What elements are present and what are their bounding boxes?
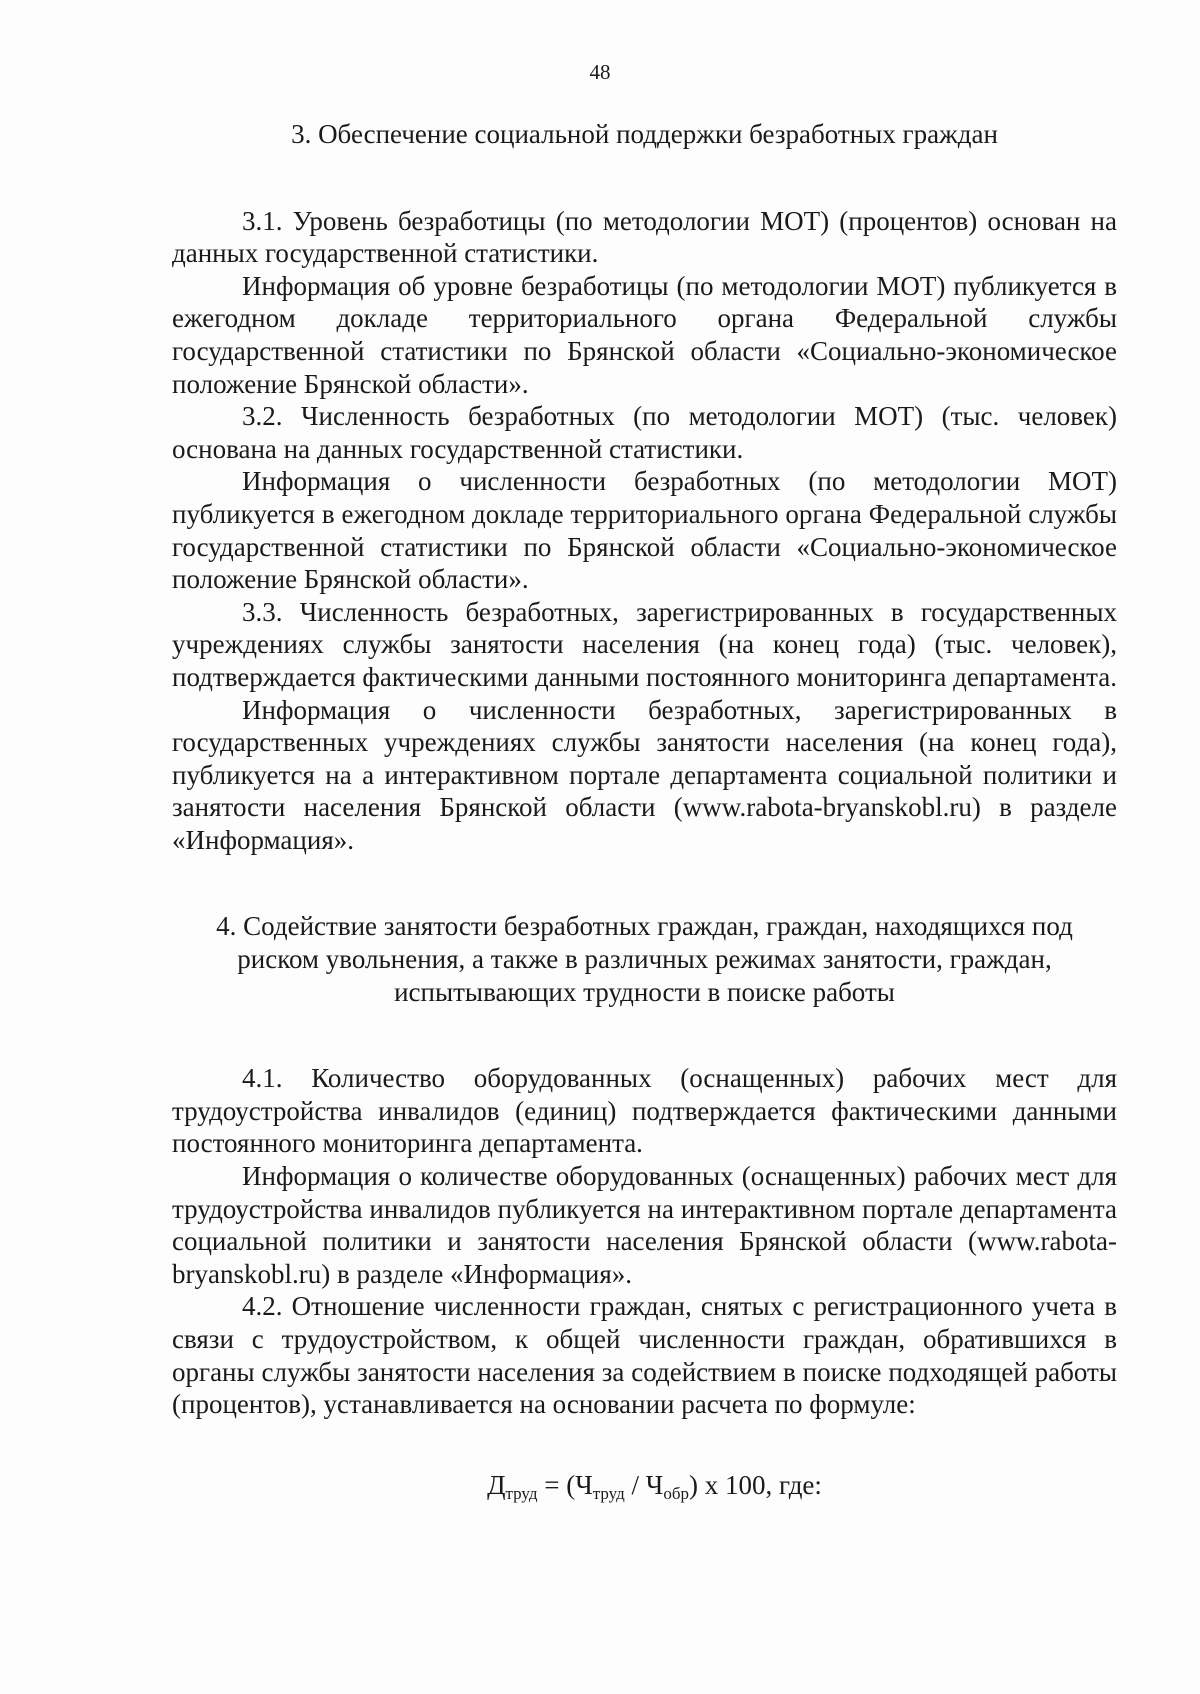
paragraph-3-1-info: Информация об уровне безработицы (по методологии МОТ) публикуется в ежегодном докладе территориального органа Федеральной службы государственной статистики по Брянской области «Социально-экономическое положение Брянской области». bbox=[172, 270, 1117, 399]
paragraph-3-2-info: Информация о численности безработных (по методологии МОТ) публикуется в ежегодном докладе территориального органа Федеральной службы государственной статистики по Брянской области «Социально-экономическое положение Брянской области». bbox=[172, 466, 1117, 595]
paragraph-4-1-info: Информация о количестве оборудованных (оснащенных) рабочих мест для трудоустройства инвалидов публикуется на интерактивном портале департамента социальной политики и занятости населения Брянской области (www.rabota-bryanskobl.ru) в разделе «Информация». bbox=[172, 1161, 1117, 1289]
section-4-heading: 4. Содействие занятости безработных граждан, граждан, находящихся под риском увольнения, а также в различных режимах занятости, граждан, испытывающих трудности в поиске работы bbox=[216, 911, 1073, 1007]
formula-lhs-subscript: труд bbox=[505, 1483, 538, 1503]
formula-denominator-subscript: обр bbox=[663, 1483, 689, 1503]
formula-lhs: Д bbox=[487, 1469, 506, 1500]
paragraph-3-1: 3.1. Уровень безработицы (по методологии МОТ) (процентов) основан на данных государственной статистики. bbox=[172, 205, 1117, 269]
formula-divide: / Ч bbox=[624, 1469, 664, 1500]
paragraph-3-2: 3.2. Численность безработных (по методологии МОТ) (тыс. человек) основана на данных государственной статистики. bbox=[172, 401, 1117, 464]
page-number: 48 bbox=[589, 60, 611, 84]
paragraph-4-1: 4.1. Количество оборудованных (оснащенных) рабочих мест для трудоустройства инвалидов (единиц) подтверждается фактическими данными постоянного мониторинга департамента. bbox=[172, 1063, 1117, 1159]
formula-numerator-subscript: труд bbox=[592, 1483, 625, 1503]
formula bbox=[172, 1469, 1117, 1502]
formula-equals-open: = (Ч bbox=[537, 1469, 593, 1500]
formula-tail: ) x 100, где: bbox=[688, 1469, 822, 1500]
paragraph-3-3: 3.3. Численность безработных, зарегистрированных в государственных учреждениях службы занятости населения (на конец года) (тыс. человек), подтверждается фактическими данными постоянного мониторинга департамента. bbox=[172, 596, 1117, 692]
section-3-heading: 3. Обеспечение социальной поддержки безработных граждан bbox=[291, 119, 998, 149]
paragraph-3-3-info: Информация о численности безработных, зарегистрированных в государственных учреждениях службы занятости населения (на конец года), публикуется на а интерактивном портале департамента социальной политики и занятости населения Брянской области (www.rabota-bryanskobl.ru) в разделе «Информация». bbox=[172, 694, 1117, 855]
paragraph-4-2: 4.2. Отношение численности граждан, снятых с регистрационного учета в связи с трудоустройством, к общей численности граждан, обратившихся в органы службы занятости населения за содействием в поиске подходящей работы (процентов), устанавливается на основании расчета по формуле: bbox=[172, 1291, 1117, 1420]
document-body bbox=[172, 118, 1117, 1528]
